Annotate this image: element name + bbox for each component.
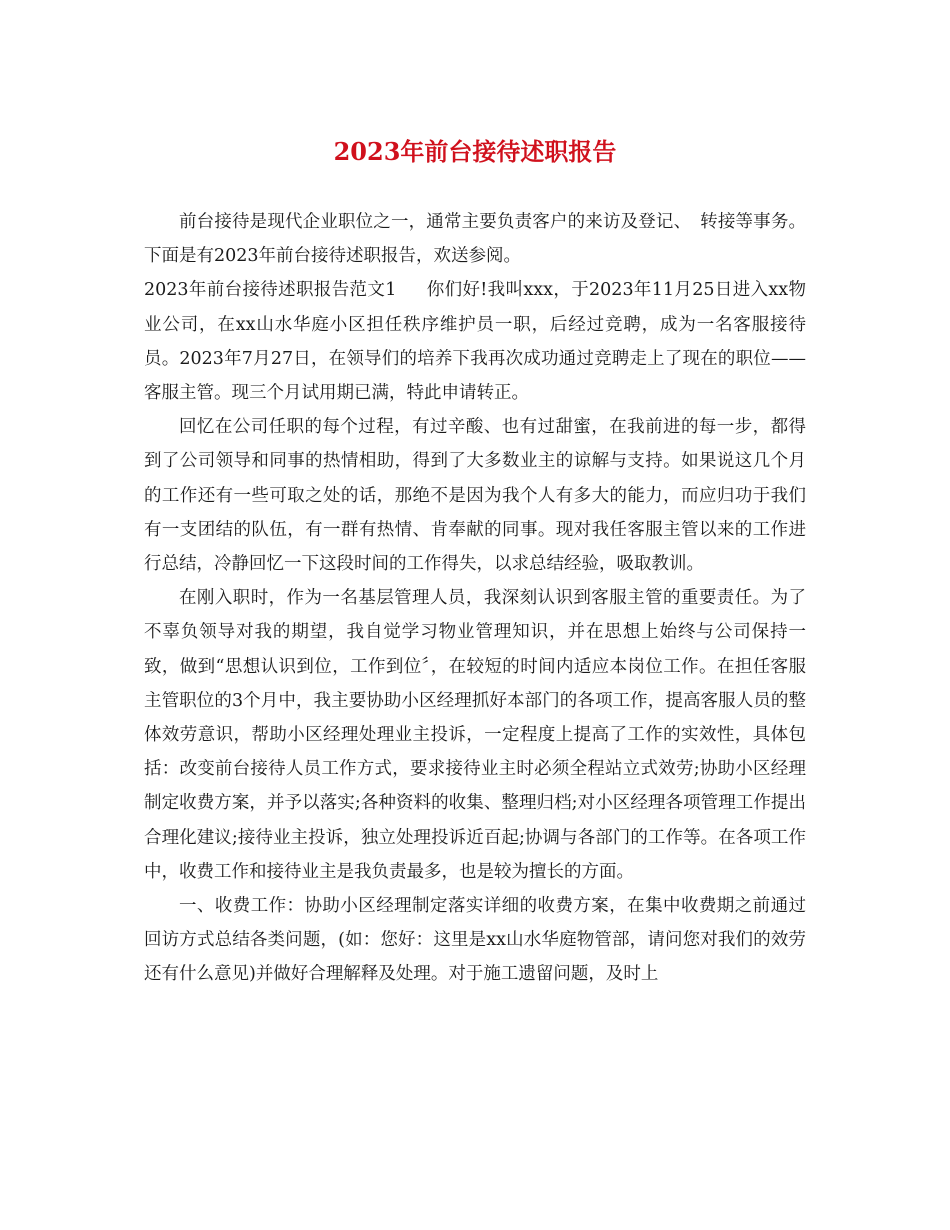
document-body — [144, 205, 824, 992]
paragraph-3: 在刚入职时，作为一名基层管理人员，我深刻认识到客服主管的重要责任。为了不辜负领导对我的期望，我自觉学习物业管理知识，并在思想上始终与公司保持一致，做到“思想认识到位，工作到位〞，在较短的时间内适应本岗位工作。在担任客服主管职位的3个月中，我主要协助小区经理抓好本部门的各项工作，提高客服人员的整体效劳意识，帮助小区经理处理业主投诉，一定程度上提高了工作的实效性，具体包括：改变前台接待人员工作方式，要求接待业主时必须全程站立式效劳;协助小区经理制定收费方案，并予以落实;各种资料的收集、整理归档;对小区经理各项管理工作提出合理化建议;接待业主投诉，独立处理投诉近百起;协调与各部门的工作等。在各项工作中，收费工作和接待业主是我负责最多，也是较为擅长的方面。 — [144, 588, 806, 882]
paragraph-4: 一、收费工作：协助小区经理制定落实详细的收费方案，在集中收费期之前通过 回访方式总结各类问题，(如：您好：这里是xx山水华庭物管部，请问您对我们的效劳还有什么意见)并做好合理解释及处理。对于施工遗留问题，及时上 — [144, 896, 824, 985]
paragraph-2: 回忆在公司任职的每个过程，有过辛酸、也有过甜蜜，在我前进的每一步，都得到了公司领导和同事的热情相助，得到了大多数业主的谅解与支持。如果说这几个月的工作还有一些可取之处的话，那绝不是因为我个人有多大的能力，而应归功于我们有一支团结的队伍，有一群有热情、肯奉献的同事。现对我任客服主管以来的工作进行总结，冷静回忆一下这段时间的工作得失，以求总结经验，吸取教训。 — [144, 417, 806, 575]
paragraph-1: 你们好!我叫xxx，于2023年11月25日进入xx物业公司，在xx山水华庭小区担任秩序维护员一职，后经过竞聘，成为一名客服接待员。2023年7月27日，在领导们的培养下我再次成功通过竞聘走上了现在的职位——客服主管。现三个月试用期已满，特此申请转正。 — [144, 280, 807, 404]
sample-paragraph — [144, 273, 806, 410]
intro-paragraph: 前台接待是现代企业职位之一，通常主要负责客户的来访及登记、 转接等事务。下面是有2023年前台接待述职报告，欢送参阅。 — [144, 212, 806, 267]
sample-heading: 2023年前台接待述职报告范文1 — [144, 280, 397, 301]
document-title: 2023年前台接待述职报告 — [333, 137, 617, 166]
